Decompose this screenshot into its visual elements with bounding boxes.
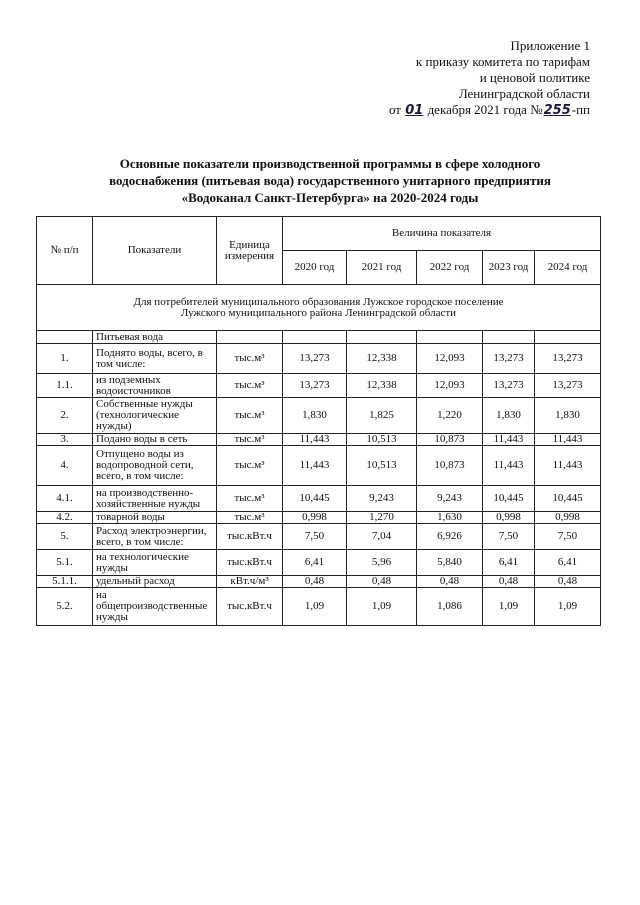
row-value-2024: 1,830 <box>535 398 601 434</box>
header-year-2020: 2020 год <box>283 251 347 285</box>
appendix-header <box>389 38 590 119</box>
row-unit: тыс.кВт.ч <box>217 588 283 626</box>
row-value-2020: 11,443 <box>283 446 347 486</box>
appendix-label: Приложение 1 <box>510 38 590 53</box>
region-name: Ленинградской области <box>458 86 590 101</box>
row-value-2021: 7,04 <box>347 524 417 550</box>
table-row <box>37 512 601 524</box>
row-unit: тыс.м³ <box>217 398 283 434</box>
row-value-2020: 10,445 <box>283 486 347 512</box>
section-title <box>37 285 601 331</box>
row-value-2023: 7,50 <box>483 524 535 550</box>
date-middle: декабря 2021 года № <box>427 102 543 117</box>
row-indicator: удельный расход <box>93 576 217 588</box>
row-value-2022: 0,48 <box>417 576 483 588</box>
row-num: 5. <box>37 524 93 550</box>
row-value-2023: 0,998 <box>483 512 535 524</box>
row-value-2024: 0,48 <box>535 576 601 588</box>
row-value-2022: 1,220 <box>417 398 483 434</box>
table-row <box>37 434 601 446</box>
table-row <box>37 374 601 398</box>
row-value-2023: 13,273 <box>483 344 535 374</box>
row-value-2021: 1,09 <box>347 588 417 626</box>
row-unit: тыс.кВт.ч <box>217 524 283 550</box>
row-num: 5.1.1. <box>37 576 93 588</box>
header-unit: Единица измерения <box>217 217 283 285</box>
title-line-2: водоснабжения (питьевая вода) государственного унитарного предприятия <box>109 173 551 188</box>
document-title <box>60 155 600 206</box>
row-indicator: на технологические нужды <box>93 550 217 576</box>
table-row <box>37 550 601 576</box>
header-num: № п/п <box>37 217 93 285</box>
order-reference-2: и ценовой политике <box>479 70 590 85</box>
row-value-2024: 7,50 <box>535 524 601 550</box>
row-value-2021: 5,96 <box>347 550 417 576</box>
row-value-2024: 11,443 <box>535 434 601 446</box>
subsection-empty-cell <box>535 331 601 344</box>
subsection-empty-cell <box>483 331 535 344</box>
row-value-2023: 1,830 <box>483 398 535 434</box>
row-value-2021: 10,513 <box>347 446 417 486</box>
row-value-2020: 13,273 <box>283 374 347 398</box>
title-line-3: «Водоканал Санкт-Петербурга» на 2020-2024 годы <box>181 190 479 205</box>
row-value-2024: 10,445 <box>535 486 601 512</box>
order-date-line <box>389 102 590 119</box>
row-num: 4. <box>37 446 93 486</box>
table-row <box>37 486 601 512</box>
row-indicator: Подано воды в сеть <box>93 434 217 446</box>
row-unit: тыс.м³ <box>217 434 283 446</box>
row-value-2023: 0,48 <box>483 576 535 588</box>
row-indicator: товарной воды <box>93 512 217 524</box>
row-value-2021: 12,338 <box>347 374 417 398</box>
row-value-2022: 10,873 <box>417 434 483 446</box>
row-indicator: на общепроизводственные нужды <box>93 588 217 626</box>
subsection-empty-cell <box>283 331 347 344</box>
row-unit: тыс.м³ <box>217 344 283 374</box>
row-value-2022: 10,873 <box>417 446 483 486</box>
order-suffix: -пп <box>571 102 590 117</box>
handwritten-order-number: 255 <box>543 103 571 118</box>
row-num: 4.1. <box>37 486 93 512</box>
row-unit: тыс.м³ <box>217 486 283 512</box>
row-indicator: на производственно-хозяйственные нужды <box>93 486 217 512</box>
row-indicator: Поднято воды, всего, в том числе: <box>93 344 217 374</box>
row-value-2024: 0,998 <box>535 512 601 524</box>
row-value-2020: 6,41 <box>283 550 347 576</box>
table-row <box>37 446 601 486</box>
table-row <box>37 344 601 374</box>
row-value-2023: 6,41 <box>483 550 535 576</box>
table-row <box>37 398 601 434</box>
row-indicator: Расход электроэнергии, всего, в том числе: <box>93 524 217 550</box>
row-indicator: из подземных водоисточников <box>93 374 217 398</box>
indicators-table <box>36 216 601 626</box>
row-value-2022: 1,086 <box>417 588 483 626</box>
row-value-2022: 5,840 <box>417 550 483 576</box>
row-value-2022: 6,926 <box>417 524 483 550</box>
header-values: Величина показателя <box>283 217 601 251</box>
row-value-2024: 13,273 <box>535 344 601 374</box>
row-value-2022: 9,243 <box>417 486 483 512</box>
row-num: 2. <box>37 398 93 434</box>
row-indicator: Собственные нужды (технологические нужды) <box>93 398 217 434</box>
row-unit: тыс.кВт.ч <box>217 550 283 576</box>
table-row <box>37 576 601 588</box>
subsection-empty-cell <box>347 331 417 344</box>
header-year-2022: 2022 год <box>417 251 483 285</box>
row-value-2023: 1,09 <box>483 588 535 626</box>
row-num: 3. <box>37 434 93 446</box>
handwritten-day: 01 <box>405 103 424 118</box>
row-value-2023: 11,443 <box>483 446 535 486</box>
subsection-empty-cell <box>217 331 283 344</box>
row-num: 1. <box>37 344 93 374</box>
row-value-2021: 10,513 <box>347 434 417 446</box>
row-value-2020: 1,09 <box>283 588 347 626</box>
section-title-line-1: Для потребителей муниципального образования Лужское городское поселение <box>133 295 504 308</box>
row-unit: тыс.м³ <box>217 374 283 398</box>
table-row <box>37 588 601 626</box>
row-value-2023: 10,445 <box>483 486 535 512</box>
row-unit: тыс.м³ <box>217 512 283 524</box>
header-year-2024: 2024 год <box>535 251 601 285</box>
row-num: 1.1. <box>37 374 93 398</box>
subsection-empty-cell <box>417 331 483 344</box>
row-value-2023: 11,443 <box>483 434 535 446</box>
row-value-2020: 11,443 <box>283 434 347 446</box>
row-value-2024: 13,273 <box>535 374 601 398</box>
row-num: 5.2. <box>37 588 93 626</box>
row-value-2021: 1,270 <box>347 512 417 524</box>
row-value-2022: 1,630 <box>417 512 483 524</box>
row-value-2022: 12,093 <box>417 374 483 398</box>
header-year-2021: 2021 год <box>347 251 417 285</box>
header-indicator: Показатели <box>93 217 217 285</box>
subsection-num-cell <box>37 331 93 344</box>
row-value-2024: 11,443 <box>535 446 601 486</box>
row-value-2021: 12,338 <box>347 344 417 374</box>
row-value-2022: 12,093 <box>417 344 483 374</box>
row-unit: тыс.м³ <box>217 446 283 486</box>
row-num: 4.2. <box>37 512 93 524</box>
row-value-2020: 0,998 <box>283 512 347 524</box>
row-value-2024: 1,09 <box>535 588 601 626</box>
header-year-2023: 2023 год <box>483 251 535 285</box>
section-title-line-2: Лужского муниципального района Ленинградской области <box>180 306 457 319</box>
row-value-2024: 6,41 <box>535 550 601 576</box>
date-prefix: от <box>388 102 401 117</box>
row-value-2020: 7,50 <box>283 524 347 550</box>
row-num: 5.1. <box>37 550 93 576</box>
table-row <box>37 524 601 550</box>
row-value-2021: 9,243 <box>347 486 417 512</box>
row-value-2020: 13,273 <box>283 344 347 374</box>
row-value-2020: 1,830 <box>283 398 347 434</box>
row-indicator: Отпущено воды из водопроводной сети, всего, в том числе: <box>93 446 217 486</box>
row-value-2023: 13,273 <box>483 374 535 398</box>
row-unit: кВт.ч/м³ <box>217 576 283 588</box>
title-line-1: Основные показатели производственной программы в сфере холодного <box>119 156 541 171</box>
subsection-title: Питьевая вода <box>93 331 217 344</box>
order-reference: к приказу комитета по тарифам <box>415 54 590 69</box>
row-value-2020: 0,48 <box>283 576 347 588</box>
row-value-2021: 1,825 <box>347 398 417 434</box>
row-value-2021: 0,48 <box>347 576 417 588</box>
